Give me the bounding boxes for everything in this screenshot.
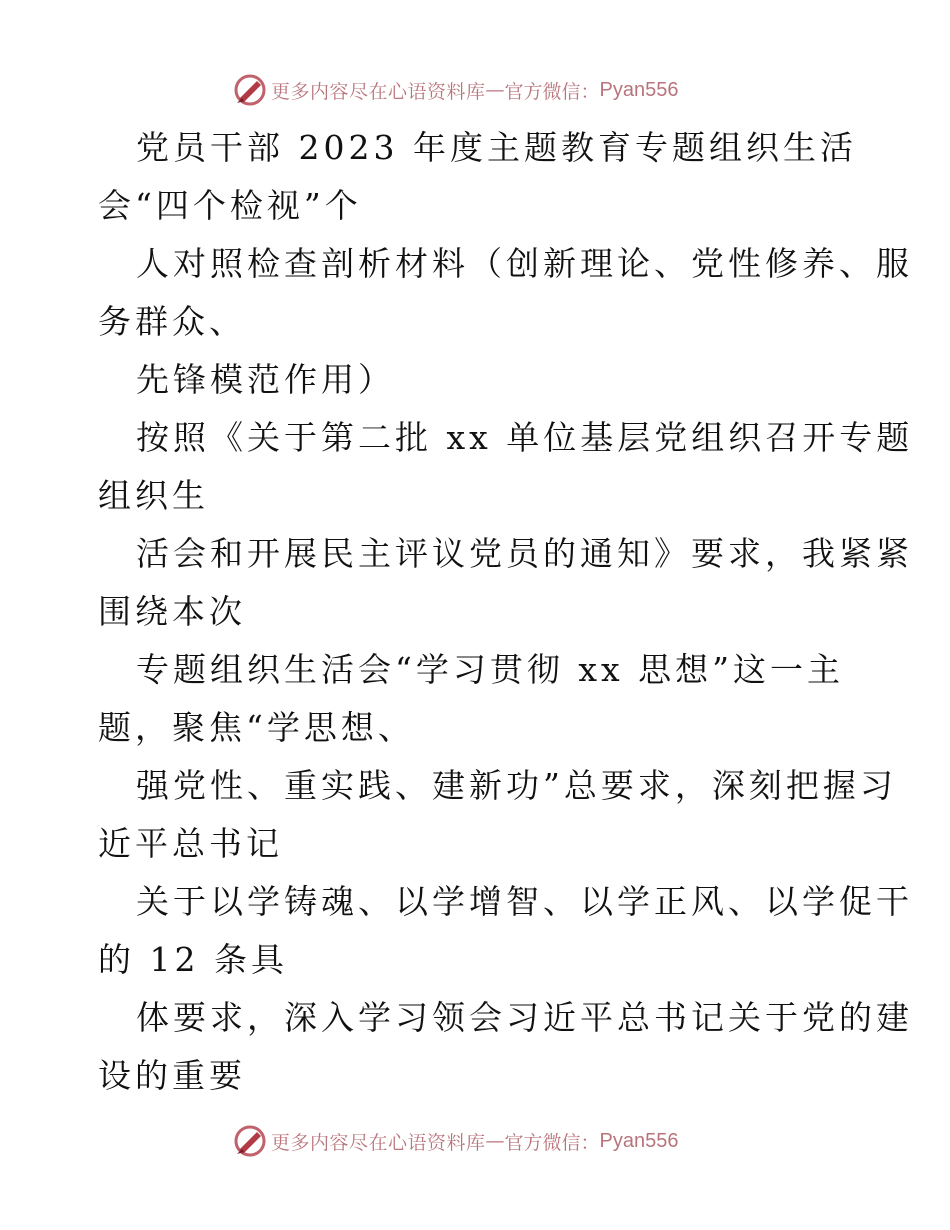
text-line: 体要求，深入学习领会习近平总书记关于党的建 xyxy=(136,998,913,1037)
footer-watermark xyxy=(233,1122,679,1160)
text-line: 的 12 条具 xyxy=(98,940,288,979)
text-line: 按照《关于第二批 xx 单位基层党组织召开专题 xyxy=(136,418,914,457)
text-line: 题，聚焦“学思想、 xyxy=(98,708,415,747)
watermark-wechat-id: Pyan556 xyxy=(599,1129,679,1152)
watermark-dash: — xyxy=(485,79,505,101)
text-line: 组织生 xyxy=(98,476,209,515)
text-line: 关于以学铸魂、以学增智、以学正风、以学促干 xyxy=(136,882,913,921)
text-line: 近平总书记 xyxy=(98,824,283,863)
text-line: 党员干部 2023 年度主题教育专题组织生活 xyxy=(136,128,857,167)
text-line: 先锋模范作用） xyxy=(136,360,395,399)
watermark-text: 更多内容尽在心语资料库 xyxy=(271,80,486,103)
text-line: 围绕本次 xyxy=(98,592,246,631)
pen-logo-icon xyxy=(233,73,267,107)
watermark-label: 官方微信： xyxy=(504,80,600,103)
watermark-label: 官方微信： xyxy=(504,1131,600,1154)
watermark-text: 更多内容尽在心语资料库 xyxy=(271,1131,486,1154)
text-line: 专题组织生活会“学习贯彻 xx 思想”这一主 xyxy=(136,650,844,689)
text-line: 活会和开展民主评议党员的通知》要求，我紧紧 xyxy=(136,534,913,573)
text-line: 人对照检查剖析材料（创新理论、党性修养、服 xyxy=(136,244,913,283)
watermark-wechat-id: Pyan556 xyxy=(599,78,679,101)
text-line: 强党性、重实践、建新功”总要求，深刻把握习 xyxy=(136,766,897,805)
text-line: 务群众、 xyxy=(98,302,246,341)
text-line: 会“四个检视”个 xyxy=(98,186,362,225)
pen-logo-icon xyxy=(233,1124,267,1158)
header-watermark xyxy=(233,71,679,109)
watermark-dash: — xyxy=(485,1130,505,1152)
text-line: 设的重要 xyxy=(98,1056,246,1095)
